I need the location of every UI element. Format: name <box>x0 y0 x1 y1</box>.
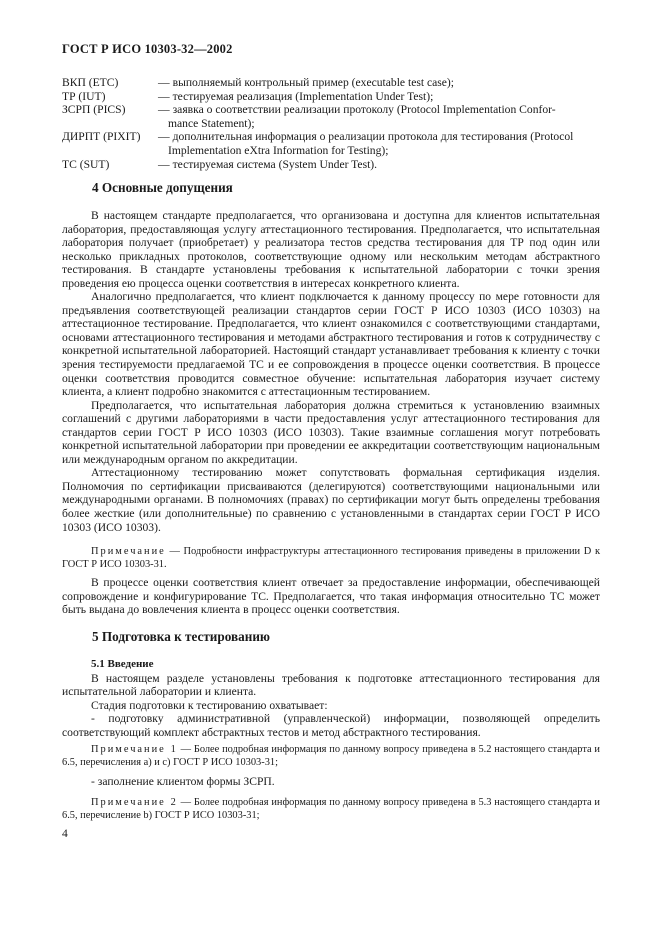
section-4-note <box>62 546 600 571</box>
note-label: Примечание 2 <box>91 797 178 808</box>
abbreviation-term: ДИРПТ (PIXIT) <box>62 130 141 144</box>
paragraph: В настоящем разделе установлены требования к подготовке аттестационного тестирования для испытательной лаборатории и клиента. <box>62 671 600 699</box>
abbreviation-term: ТР (IUT) <box>62 89 106 103</box>
section-4-closing <box>62 576 600 617</box>
abbreviation-term: ТС (SUT) <box>62 157 110 171</box>
abbreviation-list <box>62 76 602 171</box>
subsection-heading: 5.1 Введение <box>91 658 154 670</box>
note-text: — Более подробная информация по данному вопросу приведена в 5.2 настоящего стандарта и 6.5, перечисления a) и c) ГОСТ Р ИСО 10303-31; <box>62 744 600 768</box>
paragraph: Аттестационному тестированию может сопутствовать формальная сертификация изделия. Полномочия по сертификации присваиваются (делегируются) соответствующими национальными или международными органами. В полномочиях (правах) по сертификации могут быть определены требования более жесткие (или дополнительные) по сравнению с установленными в стандартах серии ГОСТ Р ИСО 10303 (ИСО 10303). <box>62 466 600 534</box>
abbreviation-term: ВКП (ETC) <box>62 76 119 89</box>
definition-text: заявка о соответствии реализации протоколу (Protocol Implementation Confor- <box>172 103 556 117</box>
paragraph: Предполагается, что испытательная лаборатория должна стремиться к установлению взаимных соглашений с другими лабораториями в части предоставления услуг аттестационного тестирования для стандартов серии ГОСТ Р ИСО 10303 (ИСО 10303). Такие взаимные соглашения могут потребовать конкретной испытательной лаборатории при проведении ее аккредитации соответствующим национальным или международным органом по аккредитации. <box>62 398 600 466</box>
abbreviation-item <box>62 103 602 130</box>
definition-text: тестируемая система (System Under Test). <box>172 157 378 171</box>
note-text: — Подробности инфраструктуры аттестационного тестирования приведены в приложении D к ГОСТ Р ИСО 10303-31. <box>62 546 600 570</box>
section-5-list-item-2 <box>62 775 600 789</box>
abbreviation-definition: — выполняемый контрольный пример (executable test case); <box>158 76 455 89</box>
definition-continuation: Implementation eXtra Information for Testing); <box>168 143 389 157</box>
abbreviation-item <box>62 158 602 172</box>
abbreviation-definition: — тестируемая реализация (Implementation Under Test); <box>158 89 434 103</box>
section-5-note-1 <box>62 744 600 769</box>
list-item: - подготовку административной (управленческой) информации, позволяющей определить соответствующий комплект абстрактных тестов и метод абстрактного тестирования. <box>62 712 600 739</box>
section-4-body <box>62 209 600 534</box>
page-header: ГОСТ Р ИСО 10303-32—2002 <box>62 42 233 56</box>
note-text: — Более подробная информация по данному вопросу приведена в 5.3 настоящего стандарта и 6.5, перечисление b) ГОСТ Р ИСО 10303-31; <box>62 797 600 821</box>
page-number: 4 <box>62 827 68 840</box>
section-4-heading: 4 Основные допущения <box>92 180 233 195</box>
note-label: Примечание 1 <box>91 744 178 755</box>
definition-text: тестируемая реализация (Implementation Under Test); <box>172 89 434 103</box>
abbreviation-definition: — тестируемая система (System Under Test). <box>158 157 378 171</box>
list-item: - заполнение клиентом формы ЗСРП. <box>91 775 275 788</box>
section-5-body <box>62 658 600 739</box>
paragraph: Стадия подготовки к тестированию охватывает: <box>91 698 328 712</box>
definition-text: выполняемый контрольный пример (executable test case); <box>172 76 455 89</box>
abbreviation-item <box>62 90 602 104</box>
abbreviation-definition: — заявка о соответствии реализации протоколу (Protocol Implementation Confor- mance Statement); <box>154 103 602 130</box>
section-5-heading: 5 Подготовка к тестированию <box>92 629 270 644</box>
abbreviation-definition: — дополнительная информация о реализации протокола для тестирования (Protocol Implementation eXtra Information for Testing); <box>154 130 602 157</box>
definition-continuation: mance Statement); <box>168 116 255 130</box>
note-label: Примечание <box>91 546 166 557</box>
paragraph: Аналогично предполагается, что клиент подключается к данному процессу по мере готовности для предъявления соответствующей реализации стандартов серии ГОСТ Р ИСО 10303 (ИСО 10303) на аттестационное тестирование. Предполагается, что клиент ознакомился с соответствующими стандартами, основами аттестационного тестирования и методами абстрактного тестирования и готов к сотрудничеству с конкретной испытательной лабораторией. Настоящий стандарт устанавливает требования к клиенту с точки зрения тестируемости предлагаемой ТС и ее сопровождения в процессе оценки соответствия. В процессе оценки соответствия проводится совместное обучение: испытательная лаборатория изучает систему клиента, а клиент подробно знакомится с аттестационным тестированием. <box>62 290 600 399</box>
abbreviation-item <box>62 76 602 90</box>
abbreviation-item <box>62 130 602 157</box>
paragraph: В настоящем стандарте предполагается, что организована и доступна для клиентов испытательная лаборатория, предоставляющая услугу аттестационного тестирования. Предполагается, что испытательная лаборатория получает (приобретает) у реализатора тестов средства тестирования для ТР под один или несколько прикладных протоколов, соответствующие одному или нескольким методам абстрактного тестирования. В стандарте установлены требования к испытательной лаборатории с точки зрения проведения ею процесса оценки соответствия в интересах конкретного клиента. <box>62 209 600 290</box>
abbreviation-term: ЗСРП (PICS) <box>62 103 126 117</box>
section-5-note-2 <box>62 797 600 822</box>
definition-text: дополнительная информация о реализации протокола для тестирования (Protocol <box>172 130 574 144</box>
paragraph: В процессе оценки соответствия клиент отвечает за предоставление информации, обеспечивающей сопровождение и конфигурирование ТС. Предполагается, что такая информация относительно ТС может быть выдана до вовлечения клиента в процесс оценки соответствия. <box>62 576 600 617</box>
